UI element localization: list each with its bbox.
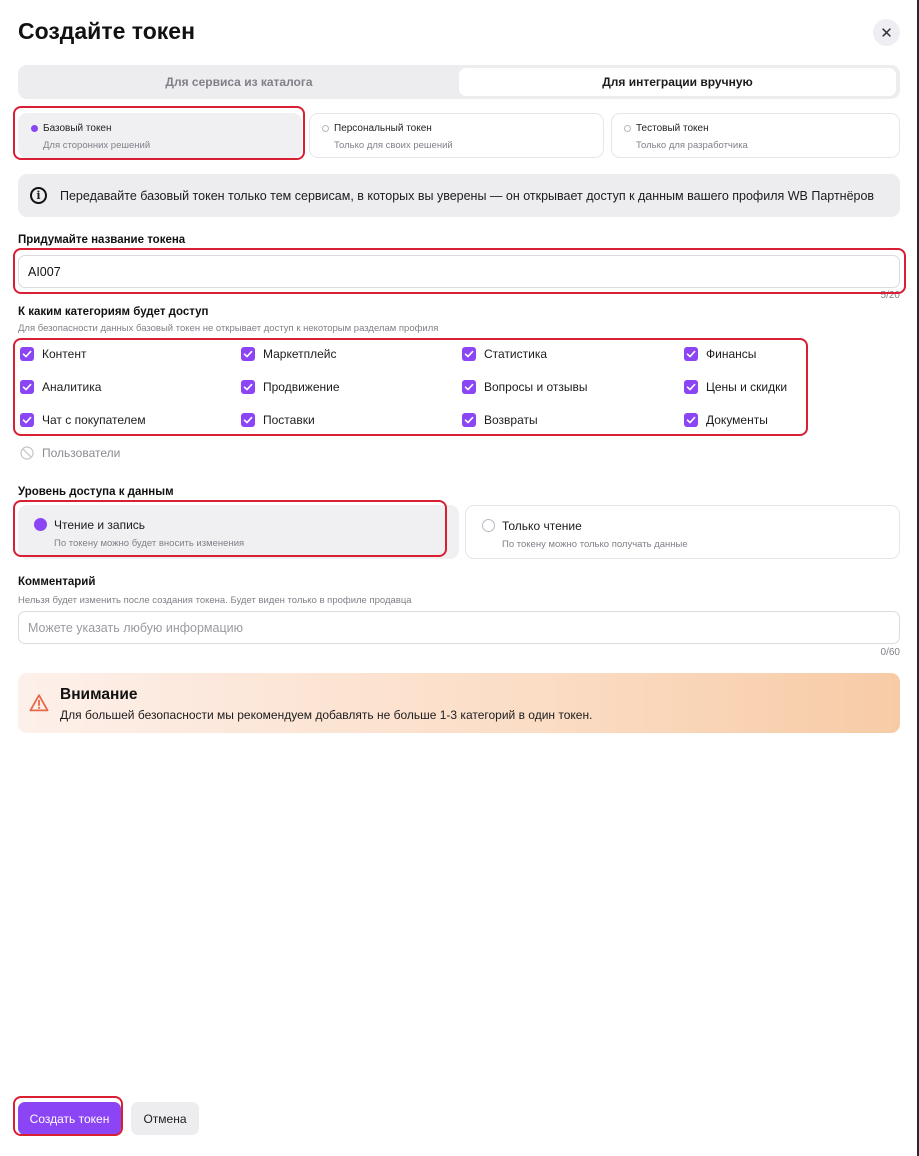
close-button[interactable]: [873, 19, 900, 46]
token-name-input[interactable]: AI007: [18, 255, 900, 288]
checkbox-checked-icon[interactable]: [684, 380, 698, 394]
token-name-label: Придумайте название токена: [18, 234, 186, 246]
checkbox-checked-icon[interactable]: [241, 380, 255, 394]
checkbox-checked-icon[interactable]: [241, 413, 255, 427]
tab-manual-integration[interactable]: Для интеграции вручную: [459, 68, 896, 96]
info-icon: i: [30, 187, 47, 204]
token-type-personal-label: Персональный токен: [334, 123, 432, 134]
access-read-write-label: Чтение и запись: [54, 518, 146, 532]
category-label: Аналитика: [42, 380, 102, 394]
category-returns[interactable]: [462, 413, 538, 427]
warning-icon: [29, 693, 49, 713]
category-label: Продвижение: [263, 380, 340, 394]
category-label: Маркетплейс: [263, 347, 337, 361]
access-read-write-sub: По токену можно будет вносить изменения: [54, 538, 245, 549]
warning-banner: [18, 673, 900, 733]
category-finance[interactable]: [684, 347, 756, 361]
token-type-personal-radio[interactable]: [322, 125, 329, 132]
checkbox-checked-icon[interactable]: [20, 347, 34, 361]
access-read-write-radio[interactable]: [34, 518, 47, 531]
token-type-test-label: Тестовый токен: [636, 123, 709, 134]
warning-title: Внимание: [60, 686, 138, 703]
token-type-personal-sub: Только для своих решений: [334, 140, 453, 151]
category-label: Документы: [706, 413, 768, 427]
token-type-test[interactable]: [611, 113, 900, 158]
category-documents[interactable]: [684, 413, 768, 427]
category-label: Возвраты: [484, 413, 538, 427]
access-level-label: Уровень доступа к данным: [18, 486, 174, 498]
info-text: Передавайте базовый токен только тем сервисам, в которых вы уверены — он открывает доступ к данным вашего профиля WB Партнёров: [60, 189, 875, 203]
checkbox-checked-icon[interactable]: [462, 413, 476, 427]
create-token-button[interactable]: Создать токен: [18, 1102, 121, 1135]
category-analytics[interactable]: [20, 380, 101, 394]
access-read-only[interactable]: [465, 505, 900, 559]
disabled-circle-icon: [20, 446, 34, 460]
checkbox-checked-icon[interactable]: [20, 413, 34, 427]
tab-catalog-service[interactable]: Для сервиса из каталога: [165, 75, 313, 89]
categories-label: К каким категориям будет доступ: [18, 306, 209, 318]
warning-text: Для большей безопасности мы рекомендуем добавлять не больше 1-3 категорий в один токен.: [60, 708, 593, 722]
category-buyer-chat[interactable]: [20, 413, 146, 427]
token-type-personal[interactable]: [309, 113, 604, 158]
category-statistics[interactable]: [462, 347, 547, 361]
category-supplies[interactable]: [241, 413, 315, 427]
checkbox-checked-icon[interactable]: [241, 347, 255, 361]
checkbox-checked-icon[interactable]: [684, 413, 698, 427]
comment-label: Комментарий: [18, 576, 96, 588]
category-questions-reviews[interactable]: [462, 380, 588, 394]
token-type-basic[interactable]: [18, 113, 302, 158]
page-title: Создайте токен: [18, 18, 195, 44]
token-type-basic-label: Базовый токен: [43, 123, 112, 134]
access-read-only-radio[interactable]: [482, 519, 495, 532]
token-name-counter: 5/20: [880, 290, 900, 301]
category-users-disabled: [20, 446, 120, 460]
comment-counter: 0/60: [880, 647, 900, 658]
category-promotion[interactable]: [241, 380, 340, 394]
comment-input[interactable]: Можете указать любую информацию: [18, 611, 900, 644]
category-label: Чат с покупателем: [42, 413, 146, 427]
comment-sub: Нельзя будет изменить после создания токена. Будет виден только в профиле продавца: [18, 595, 412, 606]
category-label: Поставки: [263, 413, 315, 427]
checkbox-checked-icon[interactable]: [20, 380, 34, 394]
access-read-only-label: Только чтение: [502, 519, 582, 533]
category-label: Вопросы и отзывы: [484, 380, 588, 394]
checkbox-checked-icon[interactable]: [684, 347, 698, 361]
category-label: Контент: [42, 347, 87, 361]
category-label: Пользователи: [42, 446, 121, 460]
category-label: Цены и скидки: [706, 380, 788, 394]
token-type-basic-sub: Для сторонних решений: [43, 140, 151, 151]
category-content[interactable]: [20, 347, 86, 361]
token-type-test-sub: Только для разработчика: [636, 140, 748, 151]
access-read-only-sub: По токену можно только получать данные: [502, 539, 688, 550]
info-banner: [18, 174, 900, 217]
category-marketplace[interactable]: [241, 347, 337, 361]
checkbox-checked-icon[interactable]: [462, 380, 476, 394]
checkbox-checked-icon[interactable]: [462, 347, 476, 361]
access-read-write[interactable]: [18, 505, 459, 559]
close-icon: ✕: [880, 24, 893, 42]
token-type-test-radio[interactable]: [624, 125, 631, 132]
category-label: Финансы: [706, 347, 757, 361]
category-prices-discounts[interactable]: [684, 380, 787, 394]
cancel-button[interactable]: Отмена: [131, 1102, 199, 1135]
token-source-tabs: [18, 65, 900, 99]
token-type-basic-radio[interactable]: [31, 125, 38, 132]
categories-sub: Для безопасности данных базовый токен не открывает доступ к некоторым разделам профиля: [18, 323, 439, 334]
category-label: Статистика: [484, 347, 548, 361]
